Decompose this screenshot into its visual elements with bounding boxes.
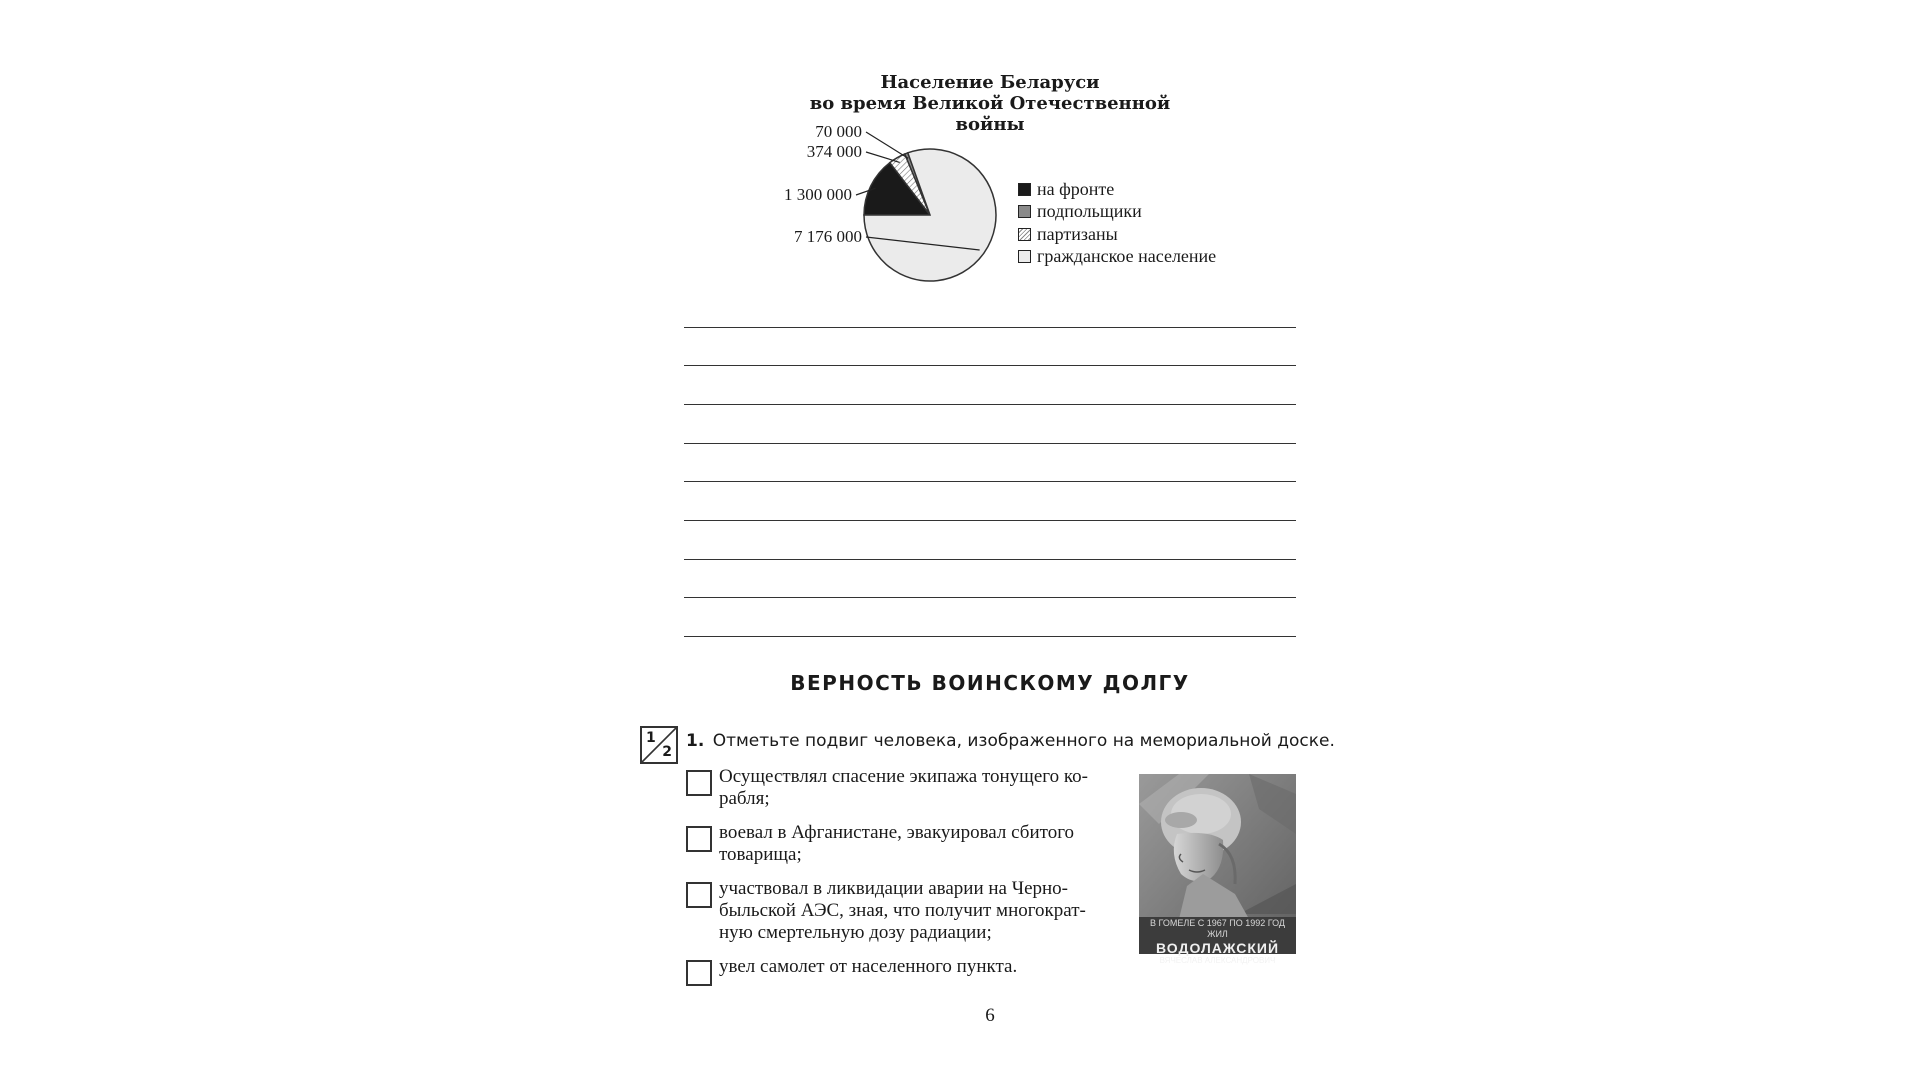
answer-line[interactable] [684,636,1296,637]
answer-line[interactable] [684,327,1296,328]
pie-label-underground: 70 000 [815,122,862,141]
option-item [686,766,1119,810]
legend-label-front: на фронте [1037,178,1115,199]
answer-line[interactable] [684,559,1296,560]
legend-label-civilians: гражданское население [1037,246,1217,267]
option-checkbox[interactable] [686,882,712,908]
answer-line[interactable] [684,481,1296,482]
legend-swatch-underground [1018,205,1031,218]
answer-line[interactable] [684,365,1296,366]
plaque-inscription-line1: В ГОМЕЛЕ С 1967 ПО 1992 ГОД ЖИЛ [1149,918,1286,939]
score-box [640,726,678,764]
chart-title-line2: во время Великой Отечественной войны [809,93,1171,135]
option-text: Осуществлял спасение экипажа тонущего ко- рабля; [719,766,1088,809]
score-max: 1 [646,730,656,746]
option-checkbox[interactable] [686,770,712,796]
answer-line[interactable] [684,443,1296,444]
page-number: 6 [985,1005,995,1026]
legend-label-underground: подпольщики [1037,201,1142,222]
section-title: ВЕРНОСТЬ ВОИНСКОМУ ДОЛГУ [790,671,1190,695]
legend-swatch-front [1018,183,1031,196]
legend-label-partisans: партизаны [1037,223,1118,244]
legend-item-civilians [1018,246,1216,269]
memorial-plaque-image [1139,774,1296,965]
pie-label-civilians: 7 176 000 [794,227,862,246]
pie-label-partisans: 374 000 [806,142,862,161]
question-text: Отметьте подвиг человека, изображенного на мемориальной доске. [712,731,1335,751]
option-item [686,956,1119,986]
pie-label-front: 1 300 000 [784,185,852,204]
legend-item-partisans [1018,223,1216,246]
legend-item-underground [1018,201,1216,224]
legend-swatch-partisans [1018,228,1031,241]
question [686,731,1335,751]
plaque-inscription-name: ВОДОЛАЖСКИЙ [1156,940,1279,956]
chart-title-line1: Население Беларуси [880,72,1100,93]
score-total: 2 [662,744,672,760]
option-checkbox[interactable] [686,826,712,852]
pie-leader-line [866,152,900,162]
option-text: воевал в Афганистане, эвакуировал сбитого товарища; [719,822,1075,865]
option-text: участвовал в ликвидации аварии на Черно- быльской АЭС, зная, что получит многократ- ную смертельную дозу радиации; [719,878,1086,943]
answer-line[interactable] [684,404,1296,405]
plaque-inscription-line3: ВЯЧЕСЛАВ АЛЕКСАНДРОВИЧ [1159,956,1276,965]
option-text: увел самолет от населенного пункта. [719,956,1018,977]
answer-line[interactable] [684,520,1296,521]
answer-line[interactable] [684,597,1296,598]
legend-swatch-civilians [1018,250,1031,263]
question-number: 1. [686,731,705,751]
pie-chart [740,122,1010,300]
plaque-inscription [1139,918,1296,966]
option-item [686,878,1119,944]
option-checkbox[interactable] [686,960,712,986]
legend-item-front [1018,178,1216,201]
option-item [686,822,1119,866]
chart-legend [1018,178,1216,268]
